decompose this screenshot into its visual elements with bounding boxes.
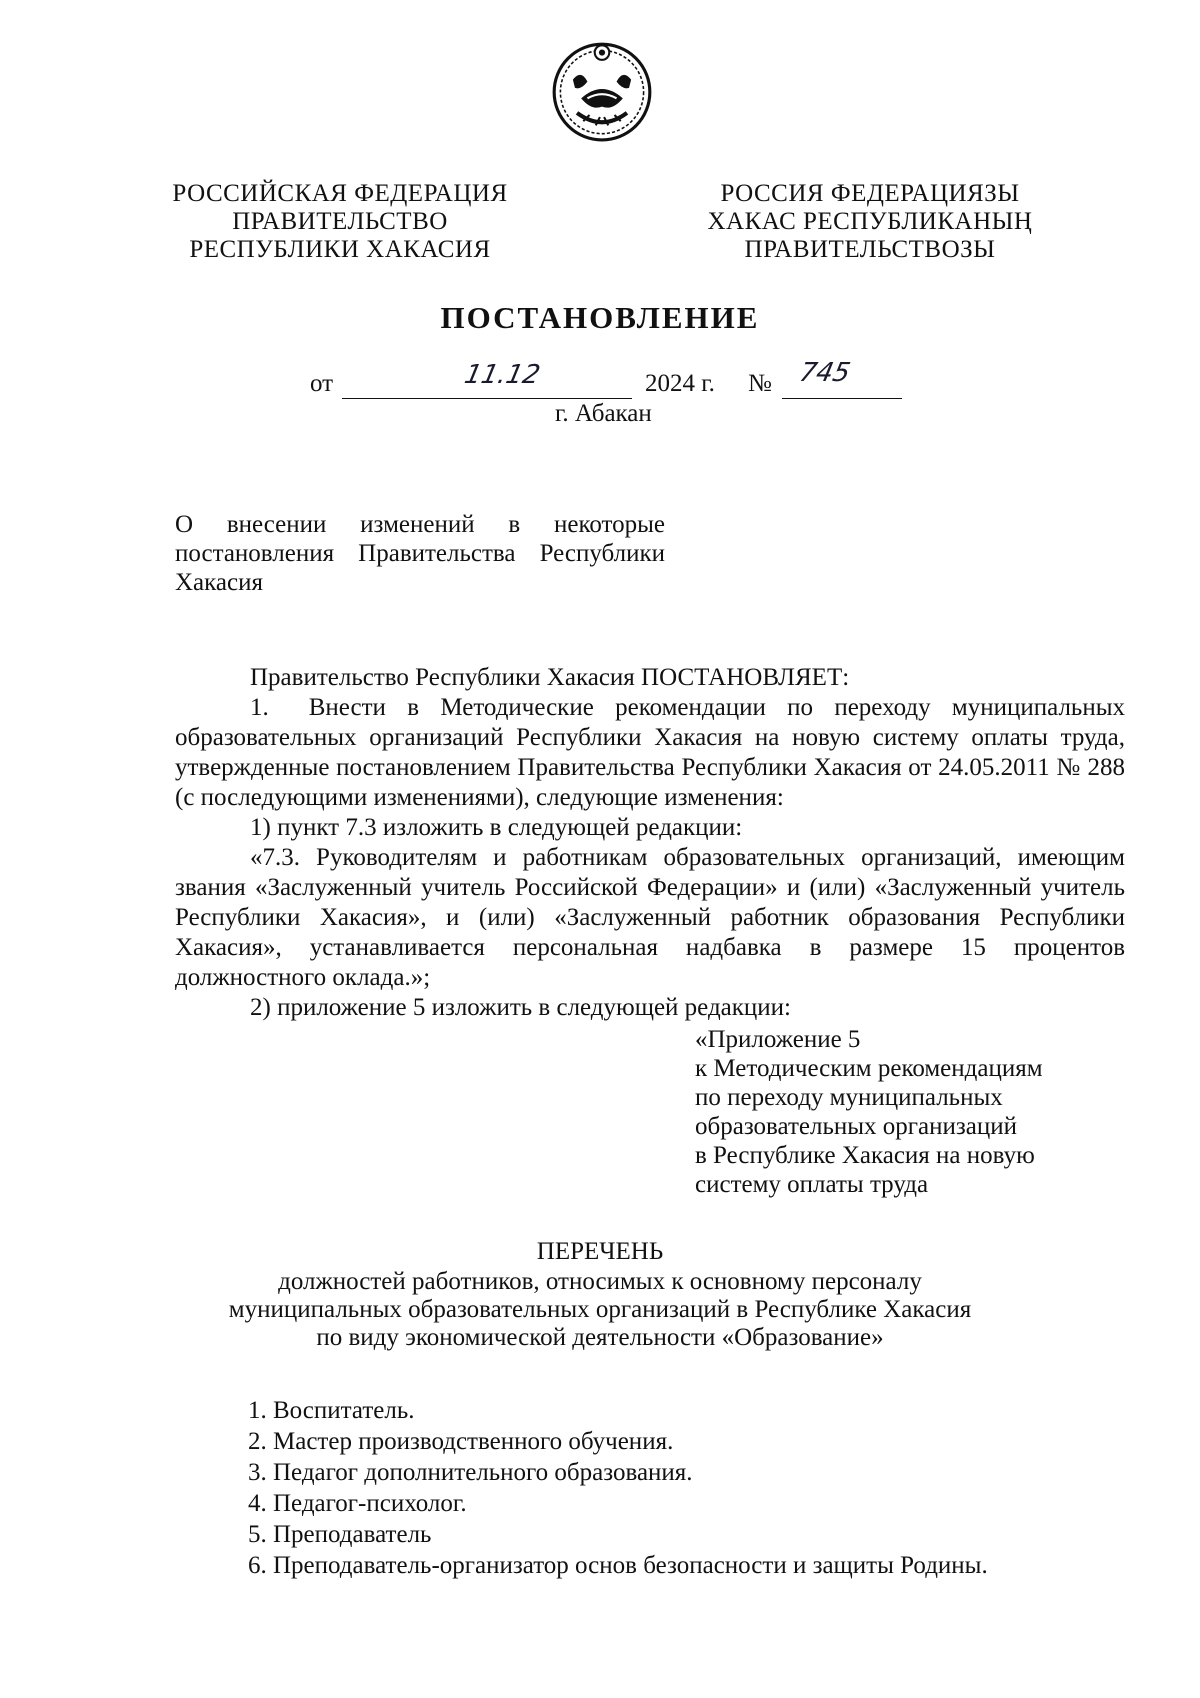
document-subject: О внесении изменений в некоторые постановления Правительства Республики Хакасия <box>175 511 665 596</box>
appendix-note-line: образовательных организаций <box>695 1113 1018 1140</box>
paragraph-1-number: 1. <box>250 694 269 721</box>
appendix-note-line: «Приложение 5 <box>695 1026 861 1053</box>
header-left-line-1: РОССИЙСКАЯ ФЕДЕРАЦИЯ <box>172 180 508 207</box>
appendix-note-line: к Методическим рекомендациям <box>695 1055 1043 1082</box>
date-prefix: от <box>310 370 334 397</box>
list-subtitle-line: должностей работников, относимых к основному персоналу <box>278 1268 922 1295</box>
subitem-2: 2) приложение 5 изложить в следующей редакции: <box>250 994 791 1021</box>
appendix-note-line: систему оплаты труда <box>695 1171 929 1198</box>
document-body <box>175 663 1125 1023</box>
appendix-note-line: по переходу муниципальных <box>695 1084 1003 1111</box>
header-left-ru <box>150 180 530 264</box>
list-item: 1. Воспитатель. <box>248 1397 415 1424</box>
header-right-line-3: ПРАВИТЕЛЬСТВОЗЫ <box>744 236 996 263</box>
number-sign: № <box>748 370 772 397</box>
date-year: 2024 г. <box>645 370 715 397</box>
quote-7-3: «7.3. Руководителям и работникам образовательных организаций, имеющим звания «Заслуженный учитель Российской Федерации» и (или) «Заслуженный учитель Республики Хакасия», и (или) «Заслуженный работник образования Республики Хакасия», устанавливается персональная надбавка в размере 15 процентов должностного оклада.»; <box>175 844 1125 991</box>
number-handwritten: 745 <box>796 358 853 388</box>
positions-list <box>248 1395 1148 1581</box>
header-left-line-3: РЕСПУБЛИКИ ХАКАСИЯ <box>189 236 491 263</box>
preamble: Правительство Республики Хакасия ПОСТАНОВЛЯЕТ: <box>250 664 850 691</box>
city: г. Абакан <box>555 400 652 427</box>
list-subtitle-line: муниципальных образовательных организаций в Республике Хакасия <box>228 1296 972 1323</box>
date-handwritten: 11.12 <box>461 360 543 390</box>
paragraph-1 <box>175 693 1125 813</box>
header-left-line-2: ПРАВИТЕЛЬСТВО <box>232 208 448 235</box>
list-item: 5. Преподаватель <box>248 1521 432 1548</box>
appendix-note <box>695 1025 1115 1199</box>
list-item: 3. Педагог дополнительного образования. <box>248 1459 693 1486</box>
list-subtitle-line: по виду экономической деятельности «Образование» <box>316 1324 884 1351</box>
paragraph-1-text: Внести в Методические рекомендации по переходу муниципальных образовательных организаций Республики Хакасия на новую систему оплаты труда, утвержденные постановлением Правительства Республики Хакасия от 24.05.2011 № 288 (с последующими изменениями), следующие изменения: <box>175 694 1125 811</box>
subitem-1: 1) пункт 7.3 изложить в следующей редакции: <box>250 814 743 841</box>
list-item: 2. Мастер производственного обучения. <box>248 1428 674 1455</box>
document-type-title: ПОСТАНОВЛЕНИЕ <box>440 300 760 335</box>
list-item: 6. Преподаватель-организатор основ безопасности и защиты Родины. <box>248 1552 988 1579</box>
list-subtitle <box>150 1268 1050 1352</box>
header-right-line-2: ХАКАС РЕСПУБЛИКАНЫҢ <box>707 208 1033 235</box>
coat-of-arms-emblem <box>550 38 654 142</box>
list-title: ПЕРЕЧЕНЬ <box>536 1238 664 1265</box>
list-item: 4. Педагог-психолог. <box>248 1490 467 1517</box>
header-right-kjh <box>680 180 1060 264</box>
header-right-line-1: РОССИЯ ФЕДЕРАЦИЯЗЫ <box>720 180 1020 207</box>
appendix-note-line: в Республике Хакасия на новую <box>695 1142 1035 1169</box>
